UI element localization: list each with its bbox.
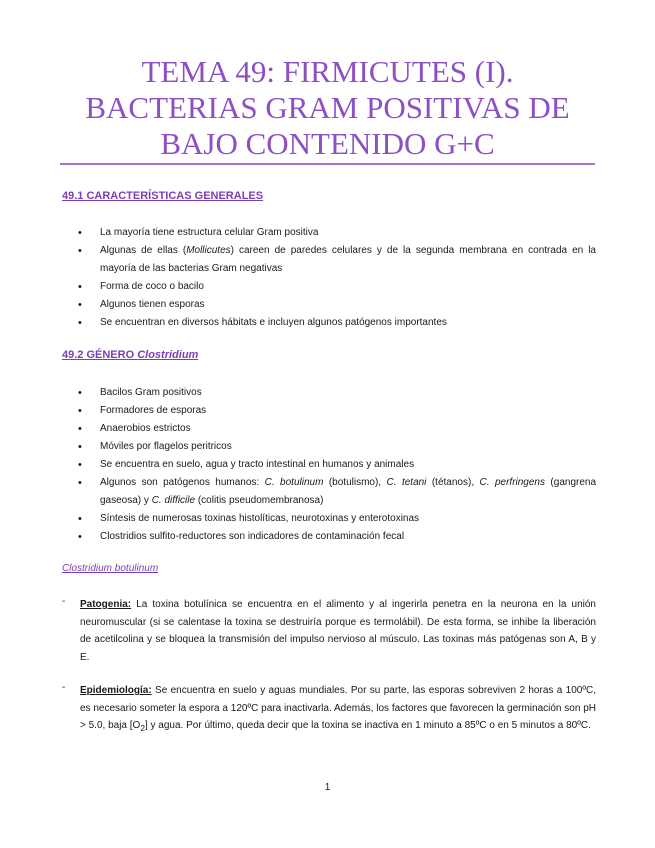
list-item: • Forma de coco o bacilo (78, 278, 596, 296)
list-item: • La mayoría tiene estructura celular Gram positiva (78, 224, 596, 242)
paragraph-epidemiologia: Epidemiología: Se encuentra en suelo y aguas mundiales. Por su parte, las esporas sobreviven 2 horas a 100ºC, es necesario someter la espora a 120ºC para inactivarla. Además, los factores que favorecen la germinación son pH > 5.0, baja $[O_2]$ y agua. Por último, queda decir que la toxina se inactiva en 1 minuto a 85ºC o en 5 minutos a 80ºC. (80, 685, 596, 733)
list-item: • Se encuentra en suelo, agua y tracto intestinal en humanos y animales (78, 456, 596, 474)
subsection-heading-botulinum: Clostridium botulinum (62, 563, 159, 574)
dash-marker: - (62, 596, 66, 607)
list-item: • Se encuentran en diversos hábitats e incluyen algunos patógenos importantes (78, 314, 596, 332)
list-item: • Móviles por flagelos peritricos (78, 438, 596, 456)
list-caracteristicas (78, 224, 596, 332)
paragraph-patogenia: Patogenia: La toxina botulínica se encuentra en el alimento y al ingerirla penetra en la neurona en la unión neuromuscular (si se calentase la toxina se destruiría porque es termolábil). De esta forma, se inhibe la liberación de acetilcolina y se bloquea la transmisión del impulso nervioso al músculo. Las toxinas más patógenas son A, B y E. (80, 599, 596, 663)
list-item: • Síntesis de numerosas toxinas histolíticas, neurotoxinas y enterotoxinas (78, 510, 596, 528)
title-divider (60, 163, 595, 165)
list-item: • Algunas de ellas (Mollicutes) careen de paredes celulares y de la segunda membrana en contrada en la mayoría de las bacterias Gram negativas (78, 242, 596, 278)
epidemiologia-label: Epidemiología: (80, 685, 152, 696)
section-heading-caracteristicas: 49.1 CARACTERÍSTICAS GENERALES (62, 190, 264, 202)
list-item: • Clostridios sulfito-reductores son indicadores de contaminación fecal (78, 528, 596, 546)
list-item: • Formadores de esporas (78, 402, 596, 420)
patogenia-label: Patogenia: (80, 599, 132, 610)
list-item: • Algunos tienen esporas (78, 296, 596, 314)
list-item: • Algunos son patógenos humanos: C. botulinum (botulismo), C. tetani (tétanos), C. perfringens (gangrena gaseosa) y C. difficile (colitis pseudomembranosa) (78, 474, 596, 510)
list-item: • Anaerobios estrictos (78, 420, 596, 438)
section-heading-clostridium: 49.2 GÉNERO Clostridium (62, 349, 199, 361)
page-title: TEMA 49: FIRMICUTES (I). BACTERIAS GRAM POSITIVAS DE BAJO CONTENIDO G+C (85, 54, 570, 161)
list-clostridium (78, 384, 596, 546)
page-number: 1 (324, 782, 331, 793)
list-item: • Bacilos Gram positivos (78, 384, 596, 402)
dash-marker: - (62, 682, 66, 693)
